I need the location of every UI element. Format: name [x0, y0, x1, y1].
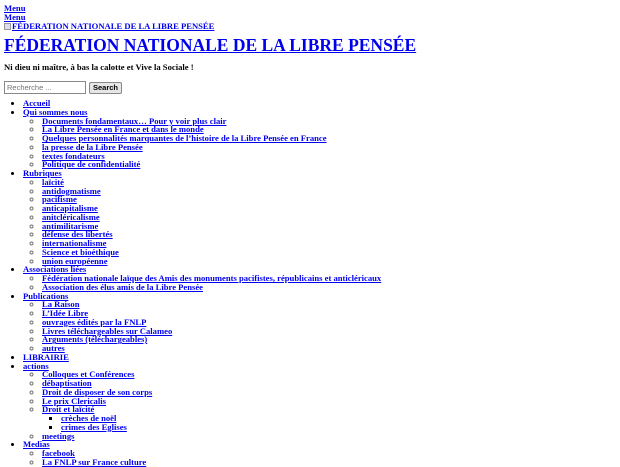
submenu-link[interactable]: Documents fondamentaux… Pour y voir plus clair — [42, 115, 227, 126]
menu-link-associations[interactable]: Associations liées — [23, 264, 87, 275]
submenu-item — [42, 222, 616, 231]
submenu-item — [42, 143, 616, 152]
menu-link-publications[interactable]: Publications — [23, 290, 69, 301]
sub-submenu-link[interactable]: crimes des Eglises — [61, 421, 127, 432]
submenu-item — [42, 432, 616, 441]
submenu-item — [42, 388, 616, 397]
submenu-link[interactable]: pacifisme — [42, 194, 77, 205]
submenu-link[interactable]: autres — [42, 343, 65, 353]
menu-link-medias[interactable]: Medias — [23, 439, 50, 450]
menu-link-accueil[interactable]: Accueil — [23, 98, 51, 108]
submenu-link[interactable]: Association des élus amis de la Libre Pensée — [42, 281, 203, 292]
submenu-item — [42, 257, 616, 266]
submenu-link[interactable]: la presse de la Libre Pensée — [42, 141, 143, 152]
menu-item-rubriques — [23, 169, 616, 265]
submenu-link[interactable]: Science et bioéthique — [42, 246, 119, 257]
site-title-heading — [4, 35, 616, 55]
sub-submenu-item — [61, 414, 616, 423]
submenu-link[interactable]: Le prix Clericalis — [42, 395, 106, 406]
submenu-link[interactable]: Fédération nationale laïque des Amis des monuments pacifistes, républicains et anticléricaux — [42, 273, 382, 283]
submenu-item — [42, 248, 616, 257]
submenu-associations — [23, 274, 616, 292]
menu-item-actions — [23, 362, 616, 441]
submenu-actions — [23, 370, 616, 440]
menu-link-secondary[interactable]: Menu — [4, 11, 26, 22]
logo-link[interactable] — [4, 22, 616, 31]
submenu-item — [42, 344, 616, 353]
search-input[interactable] — [4, 81, 86, 94]
submenu-item — [42, 335, 616, 344]
submenu-link-droit-laicite[interactable]: Droit et laïcité — [42, 404, 95, 415]
menu-link-actions[interactable]: actions — [23, 360, 49, 371]
submenu-link[interactable]: La Libre Pensée en France et dans le monde — [42, 124, 204, 135]
submenu-link[interactable]: Droit de disposer de son corps — [42, 386, 153, 397]
menu-item-associations — [23, 265, 616, 291]
sub-submenu-link[interactable]: crèches de noël — [61, 413, 117, 423]
submenu-link[interactable]: facebook — [42, 448, 75, 458]
submenu-item — [42, 230, 616, 239]
submenu-item — [42, 458, 616, 467]
submenu-item — [42, 300, 616, 309]
sub-submenu-item — [61, 423, 616, 432]
submenu-item — [42, 213, 616, 222]
submenu-link[interactable]: Livres téléchargeables sur Calameo — [42, 325, 173, 336]
menu-link[interactable]: Menu — [4, 3, 26, 13]
submenu-link[interactable]: laïcité — [42, 176, 64, 187]
submenu-link[interactable]: La Raison — [42, 299, 80, 310]
submenu-link[interactable]: Politique de confidentialité — [42, 159, 141, 170]
submenu-link[interactable]: débaptisation — [42, 378, 92, 388]
submenu-link[interactable]: Arguments (téléchargeables) — [42, 334, 148, 345]
submenu-link[interactable]: Colloques et Conférences — [42, 369, 135, 380]
submenu-item — [42, 160, 616, 169]
menu-item-librairie — [23, 353, 616, 362]
site-title-link[interactable]: FÉDERATION NATIONALE DE LA LIBRE PENSÉE — [4, 35, 417, 56]
submenu-item — [42, 187, 616, 196]
submenu-droit-laicite — [42, 414, 616, 432]
submenu-item — [42, 370, 616, 379]
submenu-link[interactable]: meetings — [42, 430, 75, 441]
menu-link-librairie[interactable]: LIBRAIRIE — [23, 351, 69, 362]
submenu-link[interactable]: défense des libertés — [42, 229, 113, 240]
submenu-item-droit-laicite — [42, 405, 616, 431]
menu-item-publications — [23, 292, 616, 353]
submenu-medias — [23, 449, 616, 467]
menu-link-rubriques[interactable]: Rubriques — [23, 168, 62, 178]
submenu-link[interactable]: internationalisme — [42, 238, 107, 248]
menu-link-qui-sommes-nous[interactable]: Qui sommes nous — [23, 106, 88, 117]
submenu-link[interactable]: ouvrages édités par la FNLP — [42, 316, 147, 327]
search-form — [4, 81, 616, 94]
submenu-qui-sommes-nous — [23, 117, 616, 170]
submenu-link[interactable]: textes fondateurs — [42, 150, 105, 161]
submenu-rubriques — [23, 178, 616, 266]
submenu-item — [42, 195, 616, 204]
broken-image-icon — [4, 23, 11, 30]
submenu-link[interactable]: antimilitarisme — [42, 220, 99, 231]
logo-alt-text: FÉDERATION NATIONALE DE LA LIBRE PENSÉE — [12, 20, 215, 31]
submenu-link[interactable]: anticapitalisme — [42, 203, 98, 213]
submenu-link[interactable]: union européenne — [42, 255, 108, 266]
menu-item-medias — [23, 440, 616, 466]
menu-item-qui-sommes-nous — [23, 108, 616, 169]
submenu-link[interactable]: Quelques personnalités marquantes de l’histoire de la Libre Pensée en France — [42, 133, 327, 143]
submenu-item — [42, 283, 616, 292]
submenu-item — [42, 178, 616, 187]
submenu-item — [42, 239, 616, 248]
menu-list — [4, 99, 616, 467]
submenu-link[interactable]: anitcléricalisme — [42, 211, 100, 222]
submenu-item — [42, 204, 616, 213]
site-tagline: Ni dieu ni maître, à bas la calotte et Vive la Sociale ! — [4, 62, 194, 73]
submenu-link[interactable]: La FNLP sur France culture — [42, 456, 147, 467]
submenu-link[interactable]: L’Idée Libre — [42, 308, 89, 318]
main-navigation — [4, 99, 616, 467]
submenu-link[interactable]: antidogmatisme — [42, 185, 101, 196]
submenu-publications — [23, 300, 616, 353]
search-button[interactable]: Search — [89, 82, 122, 94]
submenu-item — [42, 397, 616, 406]
menu-item-accueil — [23, 99, 616, 108]
